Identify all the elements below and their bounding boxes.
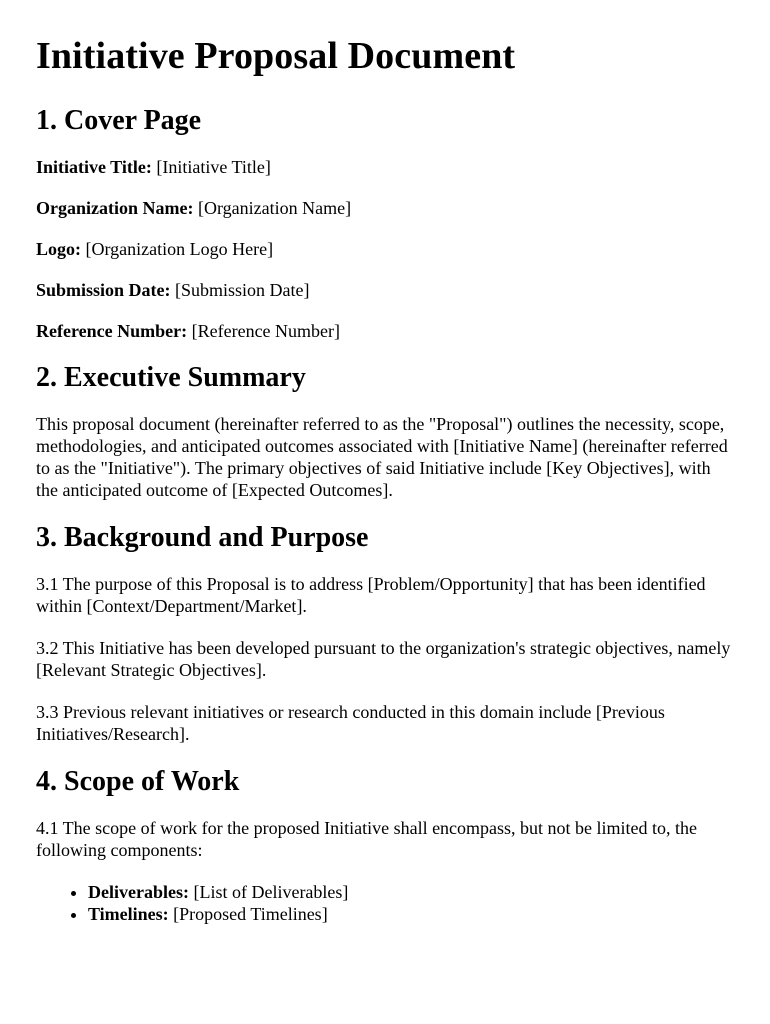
field-label: Logo: bbox=[36, 239, 81, 259]
scope-intro: 4.1 The scope of work for the proposed Initiative shall encompass, but not be limited to, the following components: bbox=[36, 818, 698, 860]
cover-page-heading: 1. Cover Page bbox=[36, 105, 202, 136]
executive-summary-section bbox=[36, 361, 734, 501]
submission-date-field bbox=[36, 279, 734, 301]
reference-number-field bbox=[36, 320, 734, 342]
field-value: [Organization Name] bbox=[193, 198, 352, 218]
background-paragraph-3-2: 3.2 This Initiative has been developed pursuant to the organization's strategic objectives, namely [Relevant Strategic Objectives]. bbox=[36, 638, 731, 680]
background-heading: 3. Background and Purpose bbox=[36, 522, 369, 553]
executive-summary-heading: 2. Executive Summary bbox=[36, 362, 306, 393]
scope-section bbox=[36, 765, 734, 925]
list-item bbox=[88, 903, 734, 925]
field-value: [Reference Number] bbox=[187, 321, 341, 341]
logo-field bbox=[36, 238, 734, 260]
field-label: Organization Name: bbox=[36, 198, 194, 218]
document-title: Initiative Proposal Document bbox=[36, 35, 516, 77]
background-section bbox=[36, 521, 734, 745]
scope-heading: 4. Scope of Work bbox=[36, 766, 240, 797]
organization-name-field bbox=[36, 197, 734, 219]
cover-page-section bbox=[36, 104, 734, 342]
list-item-label: Timelines: bbox=[88, 904, 169, 924]
field-label: Submission Date: bbox=[36, 280, 171, 300]
field-value: [Organization Logo Here] bbox=[81, 239, 274, 259]
field-label: Initiative Title: bbox=[36, 157, 152, 177]
background-paragraph-3-1: 3.1 The purpose of this Proposal is to address [Problem/Opportunity] that has been identified within [Context/Department/Market]. bbox=[36, 574, 706, 616]
list-item-value: [Proposed Timelines] bbox=[168, 904, 328, 924]
field-label: Reference Number: bbox=[36, 321, 188, 341]
list-item-label: Deliverables: bbox=[88, 882, 189, 902]
list-item-value: [List of Deliverables] bbox=[188, 882, 349, 902]
scope-list bbox=[36, 881, 734, 925]
background-paragraph-3-3: 3.3 Previous relevant initiatives or research conducted in this domain include [Previous Initiatives/Research]. bbox=[36, 702, 665, 744]
field-value: [Initiative Title] bbox=[151, 157, 271, 177]
executive-summary-body: This proposal document (hereinafter referred to as the "Proposal") outlines the necessity, scope, methodologies, and anticipated outcomes associated with [Initiative Name] (hereinafter referred to as the "Initiative"). The primary objectives of said Initiative include [Key Objectives], with the anticipated outcome of [Expected Outcomes]. bbox=[36, 414, 728, 500]
initiative-title-field bbox=[36, 156, 734, 178]
list-item bbox=[88, 881, 734, 903]
field-value: [Submission Date] bbox=[170, 280, 310, 300]
